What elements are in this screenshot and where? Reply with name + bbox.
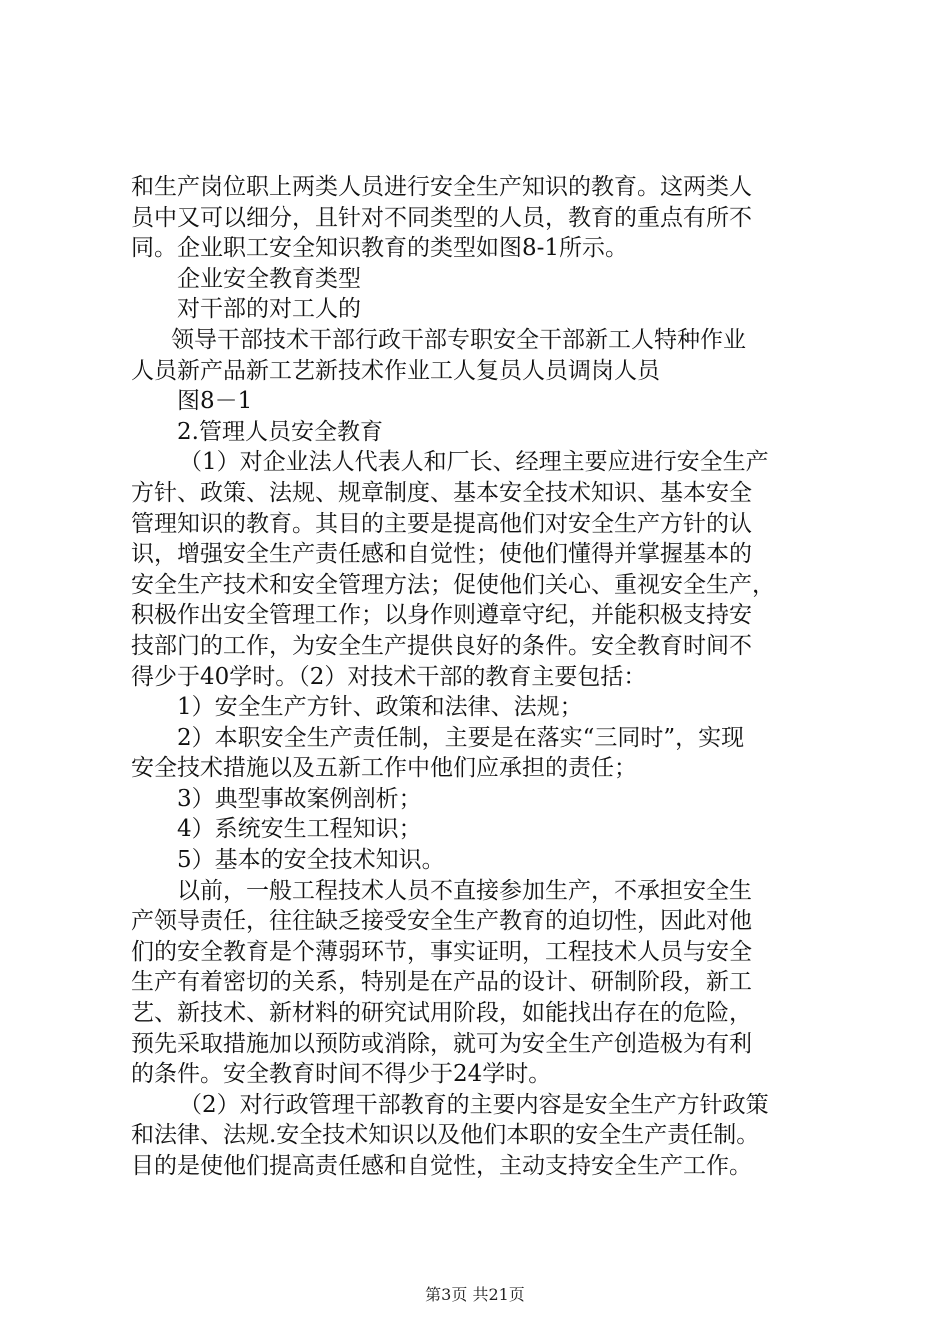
paragraph-line: 的条件。安全教育时间不得少于24学时。 (131, 1061, 552, 1088)
list-item: 1）安全生产方针、政策和法律、法规； (177, 694, 583, 721)
list-item: 2）本职安全生产责任制，主要是在落实“三同时”，实现 (177, 724, 745, 751)
paragraph-line: 管理知识的教育。其目的主要是提高他们对安全生产方针的认 (131, 510, 752, 537)
paragraph-line: 产领导责任，往往缺乏接受安全生产教育的迫切性，因此对他 (131, 908, 752, 935)
paragraph-line: 们的安全教育是个薄弱环节，事实证明，工程技术人员与安全 (131, 938, 752, 965)
text-line: 同。企业职工安全知识教育的类型如图8-1所示。 (131, 235, 629, 262)
diagram-leaf-labels: 领导干部技术干部行政干部专职安全干部新工人特种作业 (171, 326, 746, 353)
paragraph-line: （2）对行政管理干部教育的主要内容是安全生产方针政策 (179, 1091, 769, 1118)
figure-caption: 图8－1 (177, 388, 253, 415)
list-item: 5）基本的安全技术知识。 (177, 847, 445, 874)
paragraph-line: 安全生产技术和安全管理方法；促使他们关心、重视安全生产， (131, 571, 775, 598)
list-item-continued: 安全技术措施以及五新工作中他们应承担的责任； (131, 755, 637, 782)
paragraph-line: 识，增强安全生产责任感和自觉性；使他们懂得并掌握基本的 (131, 541, 752, 568)
paragraph-line: （1）对企业法人代表人和厂长、经理主要应进行安全生产 (179, 449, 769, 476)
list-item: 3）典型事故案例剖析； (177, 785, 422, 812)
diagram-leaf-labels-continued: 人员新产品新工艺新技术作业工人复员人员调岗人员 (131, 357, 660, 384)
paragraph-line: 以前，一般工程技术人员不直接参加生产，不承担安全生 (177, 877, 752, 904)
paragraph-line: 得少于40学时。（2）对技术干部的教育主要包括： (131, 663, 647, 690)
text-line: 和生产岗位职上两类人员进行安全生产知识的教育。这两类人 (131, 174, 752, 200)
document-body (131, 172, 831, 1182)
paragraph-line: 生产有着密切的关系，特别是在产品的设计、研制阶段，新工 (131, 969, 752, 996)
list-item: 4）系统安生工程知识； (177, 816, 422, 843)
paragraph-line: 和法律、法规.安全技术知识以及他们本职的安全生产责任制。 (131, 1122, 760, 1149)
section-heading: 2.管理人员安全教育 (177, 418, 383, 445)
paragraph-line: 艺、新技术、新材料的研究试用阶段，如能找出存在的危险， (131, 1000, 752, 1027)
diagram-title: 企业安全教育类型 (177, 265, 361, 292)
paragraph-line: 积极作出安全管理工作；以身作则遵章守纪，并能积极支持安 (131, 602, 752, 629)
diagram-branch-labels: 对干部的对工人的 (177, 296, 361, 323)
paragraph-line: 技部门的工作，为安全生产提供良好的条件。安全教育时间不 (131, 632, 752, 659)
page-number-footer: 第3页 共21页 (425, 1285, 525, 1304)
paragraph-line: 方针、政策、法规、规章制度、基本安全技术知识、基本安全 (131, 479, 752, 506)
text-line: 员中又可以细分，且针对不同类型的人员，教育的重点有所不 (131, 204, 752, 231)
paragraph-line: 预先采取措施加以预防或消除，就可为安全生产创造极为有利 (131, 1030, 752, 1057)
paragraph-line: 目的是使他们提高责任感和自觉性，主动支持安全生产工作。 (131, 1153, 752, 1179)
